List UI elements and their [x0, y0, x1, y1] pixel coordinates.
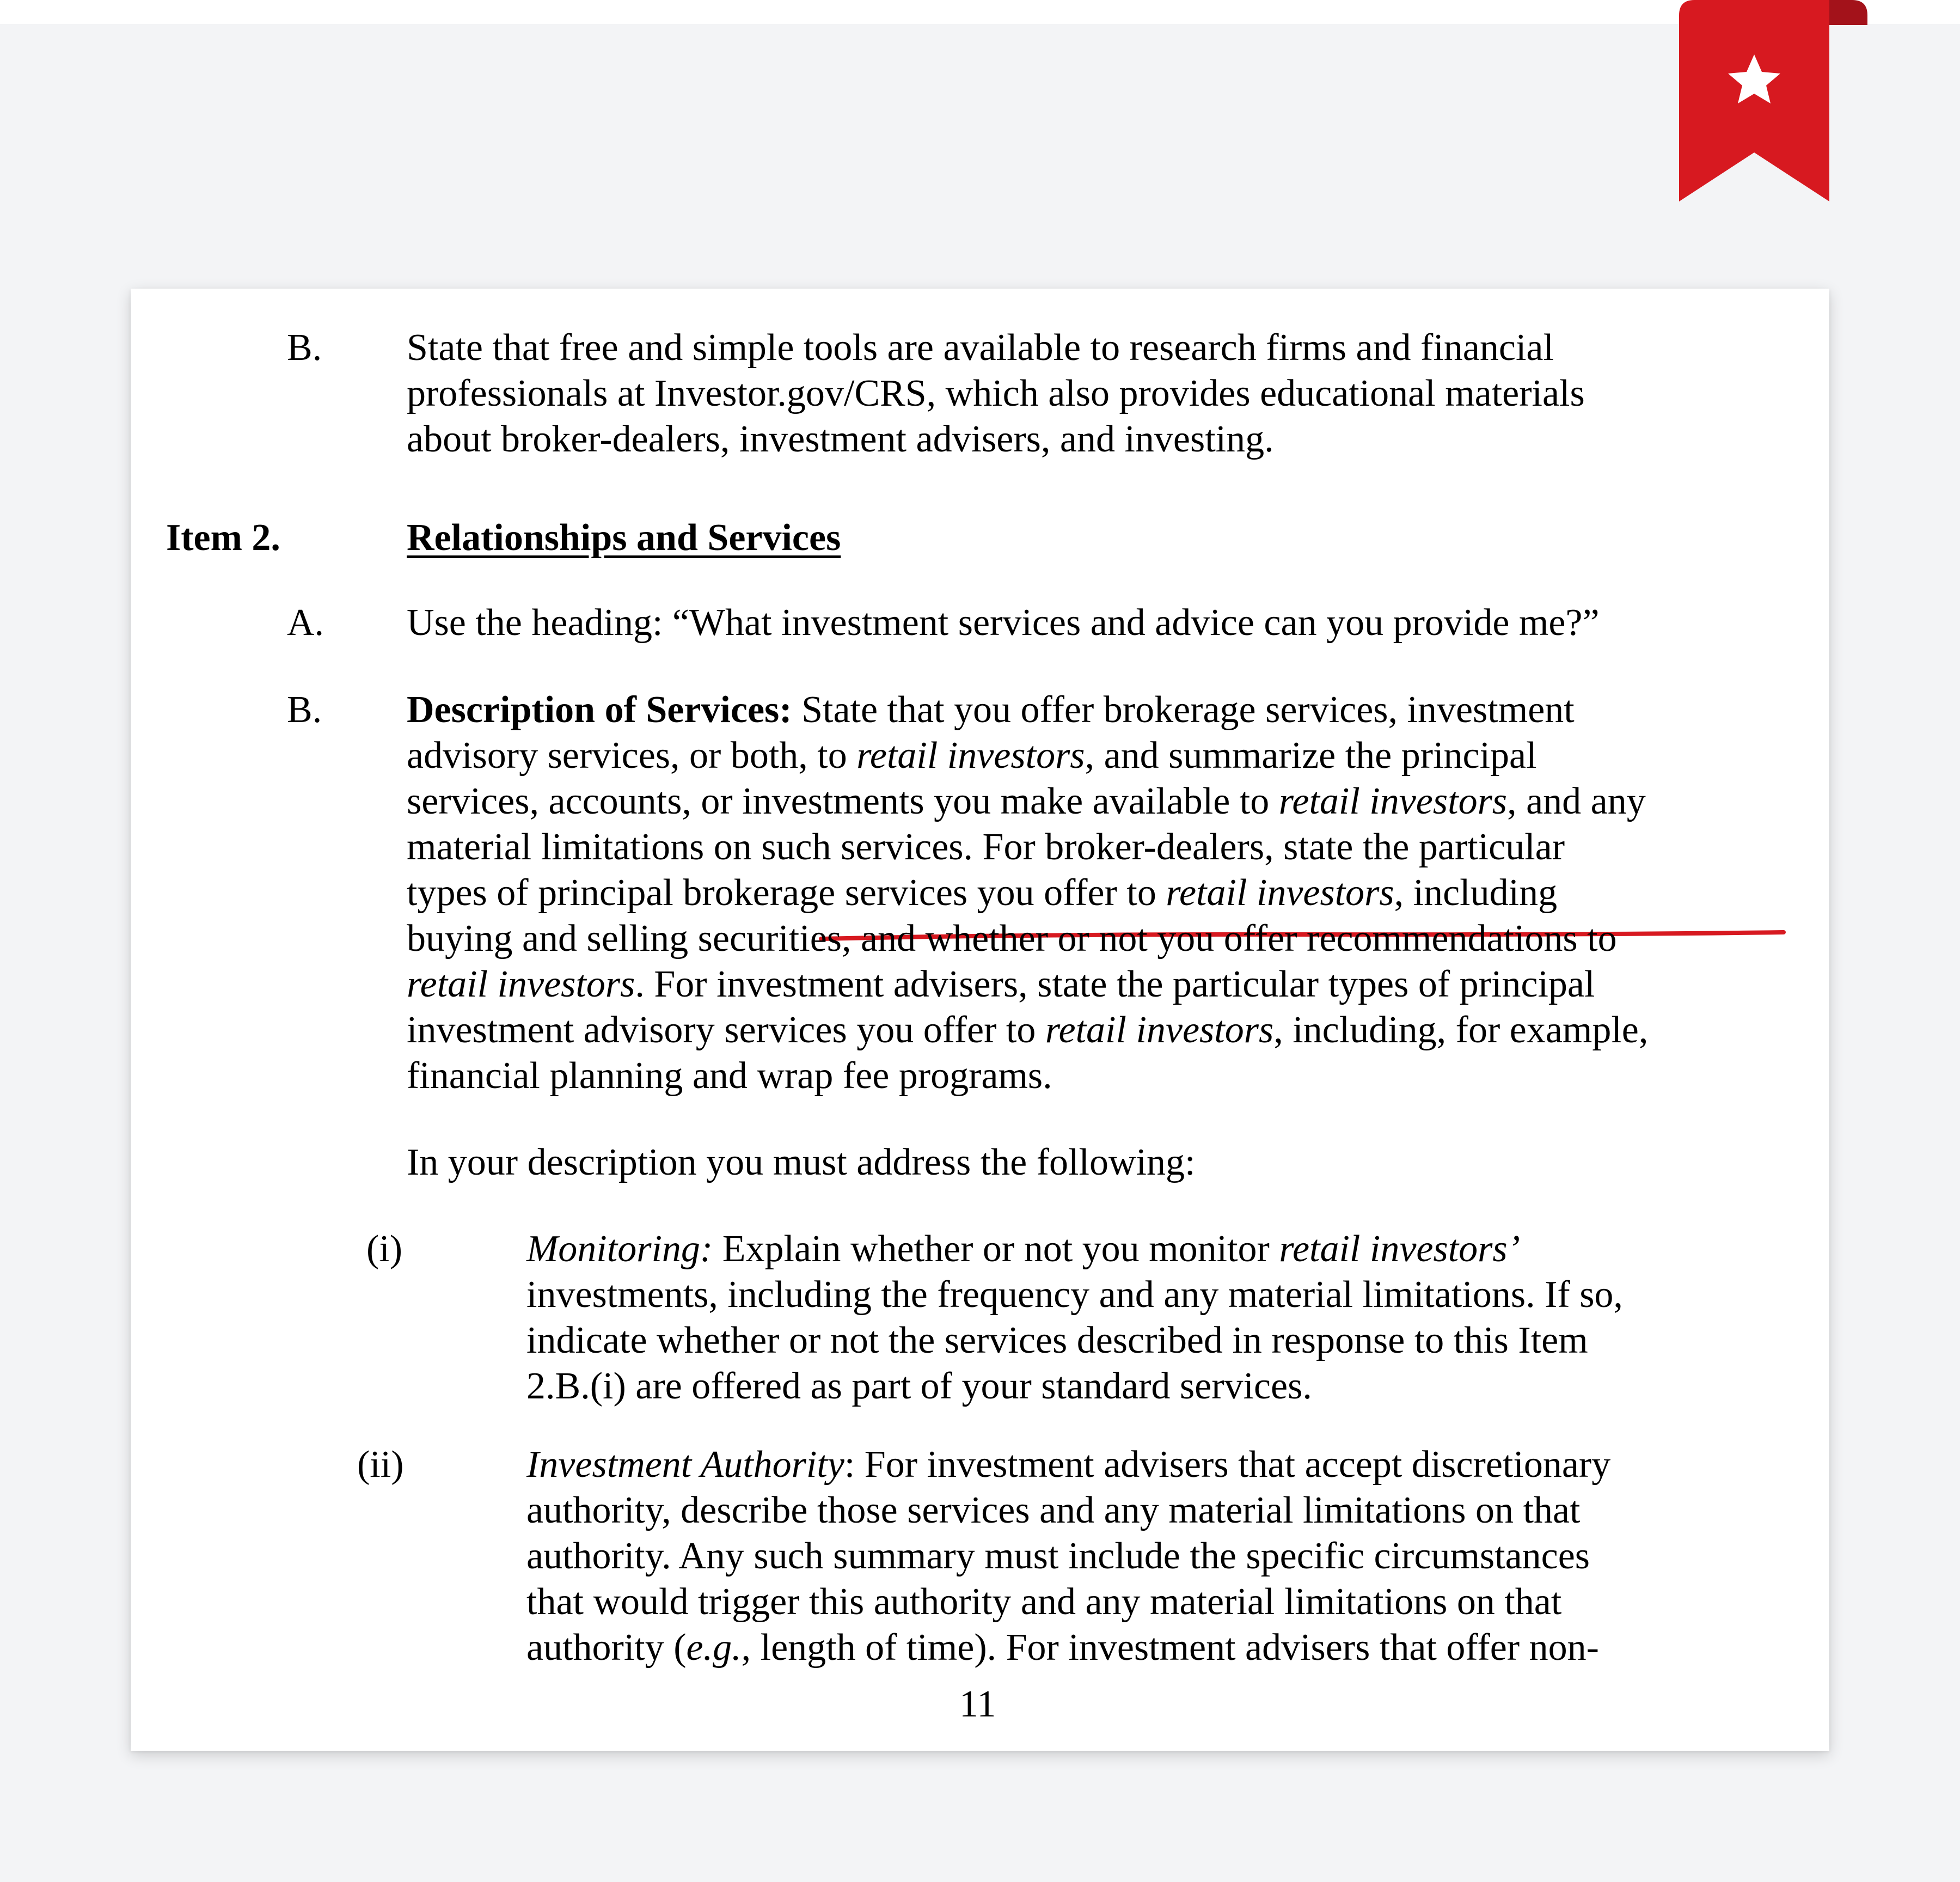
- sub1-line-1-a: Explain whether or not you monitor: [713, 1228, 1279, 1270]
- bookmark-button[interactable]: [1679, 0, 1867, 201]
- b-line-5-a: types of principal brokerage services you offer to: [407, 872, 1166, 914]
- b-line-8-b: , including, for example,: [1273, 1009, 1649, 1051]
- a-prefix: Use the heading:: [407, 602, 672, 644]
- sub2-line-4: that would trigger this authority and any material limitations on that: [526, 1581, 1562, 1623]
- top-strip: [0, 0, 1960, 24]
- a-line: [407, 600, 1600, 646]
- sub1-line-4: 2.B.(i) are offered as part of your standard services.: [526, 1365, 1312, 1407]
- b-line-2-italic: retail investors: [856, 735, 1085, 777]
- intro-line-3: about broker-dealers, investment advisers, and investing.: [407, 418, 1274, 460]
- intro-marker: B.: [287, 327, 322, 369]
- sub2-line-5-a: authority (: [526, 1627, 687, 1669]
- sub1-line-1-italic-2: retail investors’: [1279, 1228, 1520, 1270]
- document-page: [131, 289, 1829, 1751]
- intro-line-1: State that free and simple tools are available to research firms and financial: [407, 327, 1554, 369]
- must-address-line: In your description you must address the following:: [407, 1141, 1196, 1183]
- sub2-marker: (ii): [357, 1444, 404, 1486]
- sub2-line-1-italic: Investment Authority: [526, 1444, 844, 1486]
- b-line-2: [407, 733, 1537, 779]
- intro-line-2: professionals at Investor.gov/CRS, which also provides educational materials: [407, 372, 1585, 414]
- b-line-2-b: , and summarize the principal: [1085, 735, 1537, 777]
- page-number: 11: [959, 1683, 996, 1725]
- b-line-9: financial planning and wrap fee programs.: [407, 1055, 1052, 1097]
- sub2-line-1: [526, 1442, 1610, 1488]
- item-number: Item 2.: [166, 517, 280, 559]
- b-line-3-a: services, accounts, or investments you make available to: [407, 780, 1279, 822]
- b-line-1-rest: State that you offer brokerage services, investment: [792, 689, 1575, 731]
- b-line-7-italic: retail investors: [407, 963, 635, 1005]
- b-line-8: [407, 1007, 1648, 1054]
- b-line-8-italic: retail investors: [1045, 1009, 1274, 1051]
- b-line-3-b: , and any: [1507, 780, 1646, 822]
- sub1-line-2: investments, including the frequency and any material limitations. If so,: [526, 1274, 1623, 1316]
- sub1-line-1: [526, 1226, 1520, 1273]
- b-line-1: [407, 687, 1575, 734]
- a-quote: “What investment services and advice can you provide me?”: [672, 602, 1600, 644]
- b-line-5: [407, 870, 1557, 916]
- b-line-7: [407, 962, 1595, 1008]
- b-line-4: material limitations on such services. For broker-dealers, state the particular: [407, 826, 1565, 868]
- b-line-6: buying and selling securities, and whether or not you offer recommendations to: [407, 918, 1617, 960]
- item-title: Relationships and Services: [407, 517, 841, 559]
- b-line-5-b: , including: [1394, 872, 1558, 914]
- sub2-line-5-b: , length of time). For investment advisers that offer non-: [741, 1627, 1599, 1669]
- a-marker: A.: [287, 602, 324, 644]
- sub1-line-1-italic: Monitoring:: [526, 1228, 713, 1270]
- b-line-3-italic: retail investors: [1278, 780, 1508, 822]
- sub1-line-3: indicate whether or not the services described in response to this Item: [526, 1319, 1588, 1361]
- b-line-8-a: investment advisory services you offer to: [407, 1009, 1045, 1051]
- b-line-5-italic: retail investors: [1166, 872, 1394, 914]
- sub2-line-2: authority, describe those services and any material limitations on that: [526, 1489, 1581, 1531]
- b-marker: B.: [287, 689, 322, 731]
- b-line-2-a: advisory services, or both, to: [407, 735, 857, 777]
- sub2-line-5-italic: e.g.: [686, 1627, 742, 1669]
- b-bold-lead: Description of Services:: [407, 689, 792, 731]
- sub2-line-3: authority. Any such summary must include the specific circumstances: [526, 1535, 1590, 1577]
- b-line-7-b: . For investment advisers, state the particular types of principal: [635, 963, 1595, 1005]
- sub2-line-1-a: : For investment advisers that accept discretionary: [844, 1444, 1611, 1486]
- b-line-3: [407, 779, 1646, 825]
- sub1-marker: (i): [366, 1228, 403, 1270]
- sub2-line-5: [526, 1625, 1599, 1671]
- bookmark-ribbon: [1679, 0, 1867, 201]
